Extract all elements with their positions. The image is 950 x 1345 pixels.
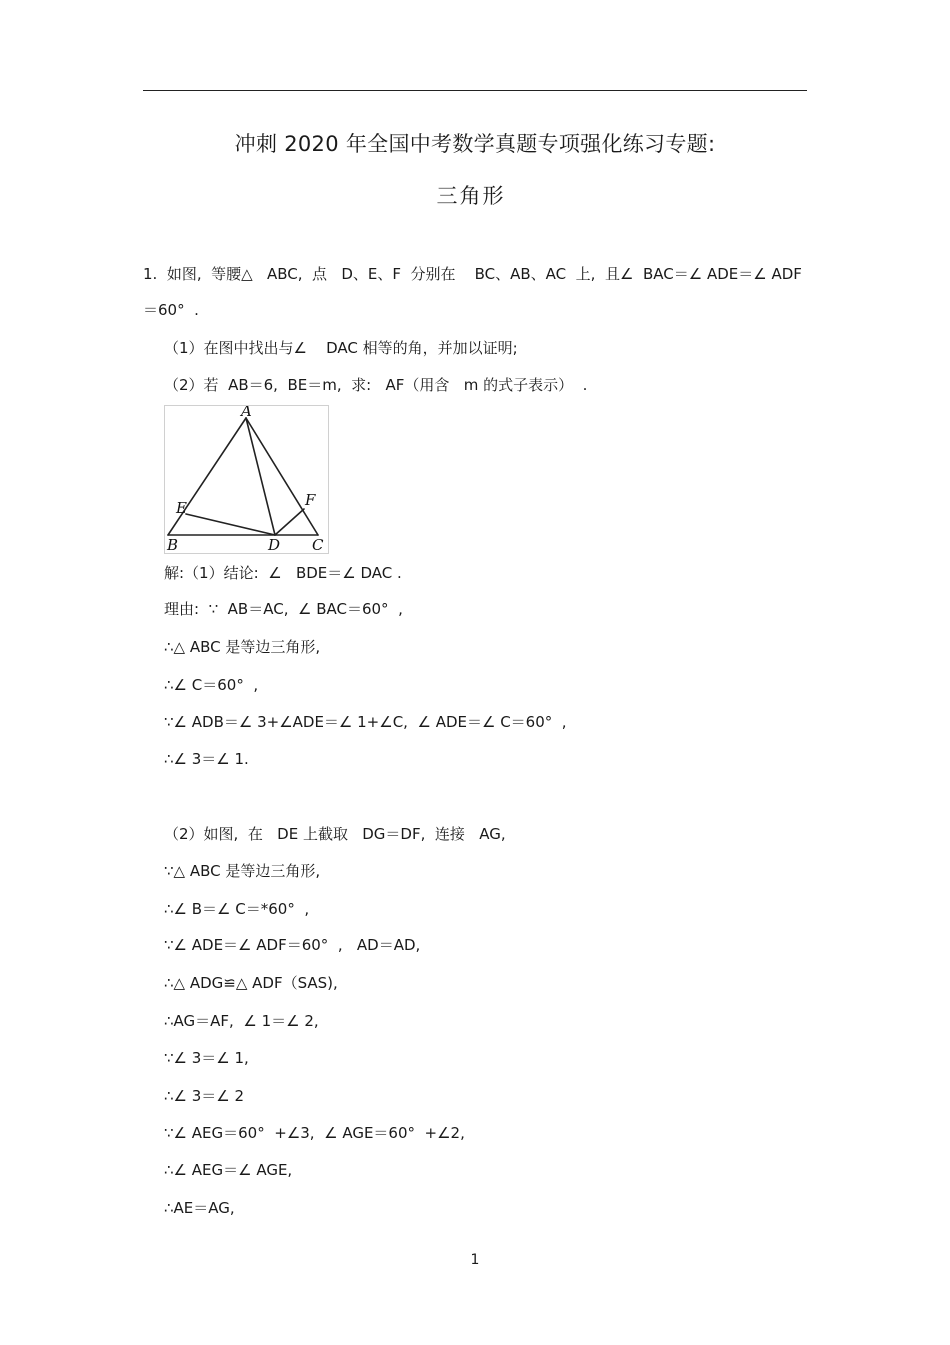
solution-line: 理由: ∵ AB＝AC, ∠ BAC＝60° , bbox=[164, 600, 403, 618]
segment-ab bbox=[168, 418, 246, 535]
solution-line: ∴△ ADG≌△ ADF（SAS), bbox=[164, 974, 338, 992]
solution-line: ∵∠ 3＝∠ 1, bbox=[164, 1049, 249, 1067]
triangle-diagram bbox=[165, 406, 328, 553]
label-a: A bbox=[241, 406, 252, 420]
label-e: E bbox=[176, 499, 187, 517]
segment-ed bbox=[186, 514, 275, 535]
solution-line: ∵∠ ADE＝∠ ADF＝60° , AD＝AD, bbox=[164, 936, 421, 954]
solution-line: ∴∠ 3＝∠ 1. bbox=[164, 750, 249, 768]
solution-line: ∵△ ABC 是等边三角形, bbox=[164, 862, 321, 880]
label-c: C bbox=[312, 536, 324, 553]
solution-line: ∴∠ C＝60° , bbox=[164, 676, 259, 694]
page-subtitle: 三角形 bbox=[436, 184, 506, 208]
solution-line: ∴△ ABC 是等边三角形, bbox=[164, 638, 321, 656]
page-number: 1 bbox=[470, 1252, 480, 1268]
solution-line: ∴AE＝AG, bbox=[164, 1199, 235, 1217]
problem-part-2: （2）若 AB＝6, BE＝m, 求: AF（用含 m 的式子表示） . bbox=[164, 376, 588, 394]
problem-part-1: （1）在图中找出与∠ DAC 相等的角，并加以证明; bbox=[164, 339, 518, 357]
page-title: 冲刺 2020 年全国中考数学真题专项强化练习专题: bbox=[234, 132, 716, 156]
solution-line: 解:（1）结论: ∠ BDE＝∠ DAC . bbox=[164, 564, 402, 582]
solution-line: （2）如图, 在 DE 上截取 DG＝DF, 连接 AG, bbox=[164, 825, 506, 843]
problem-stem-line-1: 1. 如图, 等腰△ ABC, 点 D、E、F 分别在 BC、AB、AC 上, 且∠ BAC＝∠ ADE＝∠ ADF bbox=[143, 265, 802, 283]
label-d: D bbox=[268, 536, 281, 553]
solution-line: ∴∠ B＝∠ C＝*60° , bbox=[164, 900, 310, 918]
triangle-figure bbox=[164, 405, 329, 554]
solution-line: ∴∠ 3＝∠ 2 bbox=[164, 1087, 245, 1105]
label-b: B bbox=[167, 536, 179, 553]
header-rule bbox=[143, 90, 807, 91]
segment-df bbox=[275, 509, 304, 535]
solution-line: ∵∠ ADB＝∠ 3+∠ADE＝∠ 1+∠C, ∠ ADE＝∠ C＝60° , bbox=[164, 713, 567, 731]
label-f: F bbox=[305, 491, 316, 509]
segment-ac bbox=[246, 418, 318, 535]
problem-stem-line-2: ＝60° . bbox=[143, 301, 199, 319]
solution-line: ∵∠ AEG＝60° +∠3, ∠ AGE＝60° +∠2, bbox=[164, 1124, 465, 1142]
solution-line: ∴∠ AEG＝∠ AGE, bbox=[164, 1161, 293, 1179]
solution-line: ∴AG＝AF, ∠ 1＝∠ 2, bbox=[164, 1012, 319, 1030]
segment-ad bbox=[246, 418, 275, 535]
